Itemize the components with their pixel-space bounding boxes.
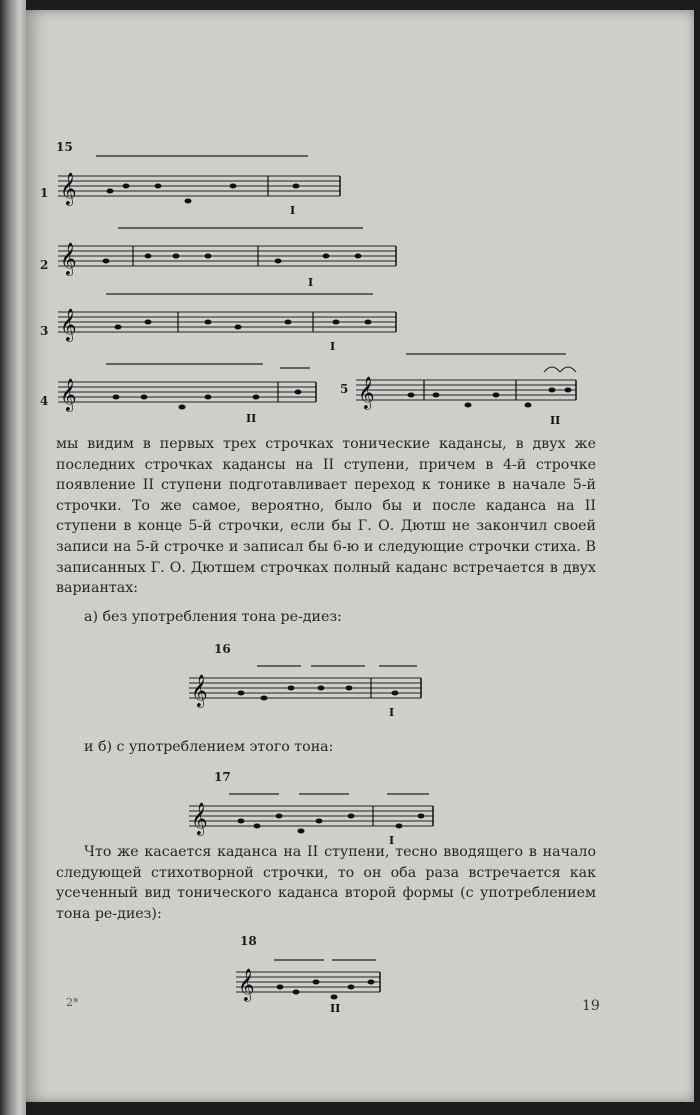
caption-variant-a: а) без употребления тона ре-диез: xyxy=(84,609,342,625)
cadence-mark: I xyxy=(290,204,296,217)
svg-text:𝄞: 𝄞 xyxy=(60,172,77,205)
music-staff-line-1 xyxy=(58,154,348,216)
cadence-mark: II xyxy=(550,414,561,427)
music-staff-line-3 xyxy=(58,292,403,354)
line-number-1: 1 xyxy=(40,186,49,200)
music-staff-line-5 xyxy=(356,350,581,426)
page-number: 19 xyxy=(582,998,600,1014)
example-15-label: 15 xyxy=(56,140,73,154)
svg-text:𝄞: 𝄞 xyxy=(358,376,375,409)
svg-text:𝄞: 𝄞 xyxy=(60,242,77,275)
cadence-mark: I xyxy=(308,276,314,289)
example-18-label: 18 xyxy=(240,934,257,948)
svg-text:𝄞: 𝄞 xyxy=(191,674,208,707)
line-number-4: 4 xyxy=(40,394,49,408)
svg-text:𝄞: 𝄞 xyxy=(60,308,77,341)
music-staff-line-4 xyxy=(58,362,323,426)
cadence-mark: I xyxy=(389,706,395,719)
cadence-mark: II xyxy=(330,1002,341,1015)
cadence-mark: I xyxy=(330,340,336,353)
svg-text:𝄞: 𝄞 xyxy=(191,802,208,835)
music-staff-line-2 xyxy=(58,224,403,290)
body-paragraph-1: мы видим в первых трех строчках тонические кадансы, в двух же последних строчках кадансы на II ступени, причем в 4-й строчке появление II ступени подготавливает переход к тонике в начале 5-й строчки. То же самое, вероятно, было бы и после каданса на II ступени в конце 5-й строчки, если бы Г. О. Дютш не закончил своей записи на 5-й строчке и записал бы 6-ю и следующие строчки стиха. В записанных Г. О. Дютшем строчках полный каданс встречается в двух вариантах: xyxy=(56,436,596,597)
body-paragraph-2: Что же касается каданса на II ступени, тесно вводящего в начало следующей стихотворной строчки, то он оба раза встречается как усеченный вид тонического каданса второй формы (с употреблением тона ре-диез): xyxy=(56,844,596,922)
example-16-label: 16 xyxy=(214,642,231,656)
cadence-mark: II xyxy=(246,412,257,425)
music-staff-example-16 xyxy=(189,656,429,718)
signature-mark: 2* xyxy=(66,996,79,1009)
caption-variant-b: и б) с употреблением этого тона: xyxy=(84,739,334,755)
cadence-mark: I xyxy=(389,834,395,847)
previous-page-edge xyxy=(0,0,26,1115)
book-page xyxy=(26,10,694,1102)
line-number-3: 3 xyxy=(40,324,49,338)
line-number-5: 5 xyxy=(340,382,349,396)
line-number-2: 2 xyxy=(40,258,49,272)
svg-text:𝄞: 𝄞 xyxy=(238,968,255,1001)
music-staff-example-17 xyxy=(189,784,439,846)
svg-text:𝄞: 𝄞 xyxy=(60,378,77,411)
music-staff-example-18 xyxy=(236,950,386,1015)
example-17-label: 17 xyxy=(214,770,231,784)
